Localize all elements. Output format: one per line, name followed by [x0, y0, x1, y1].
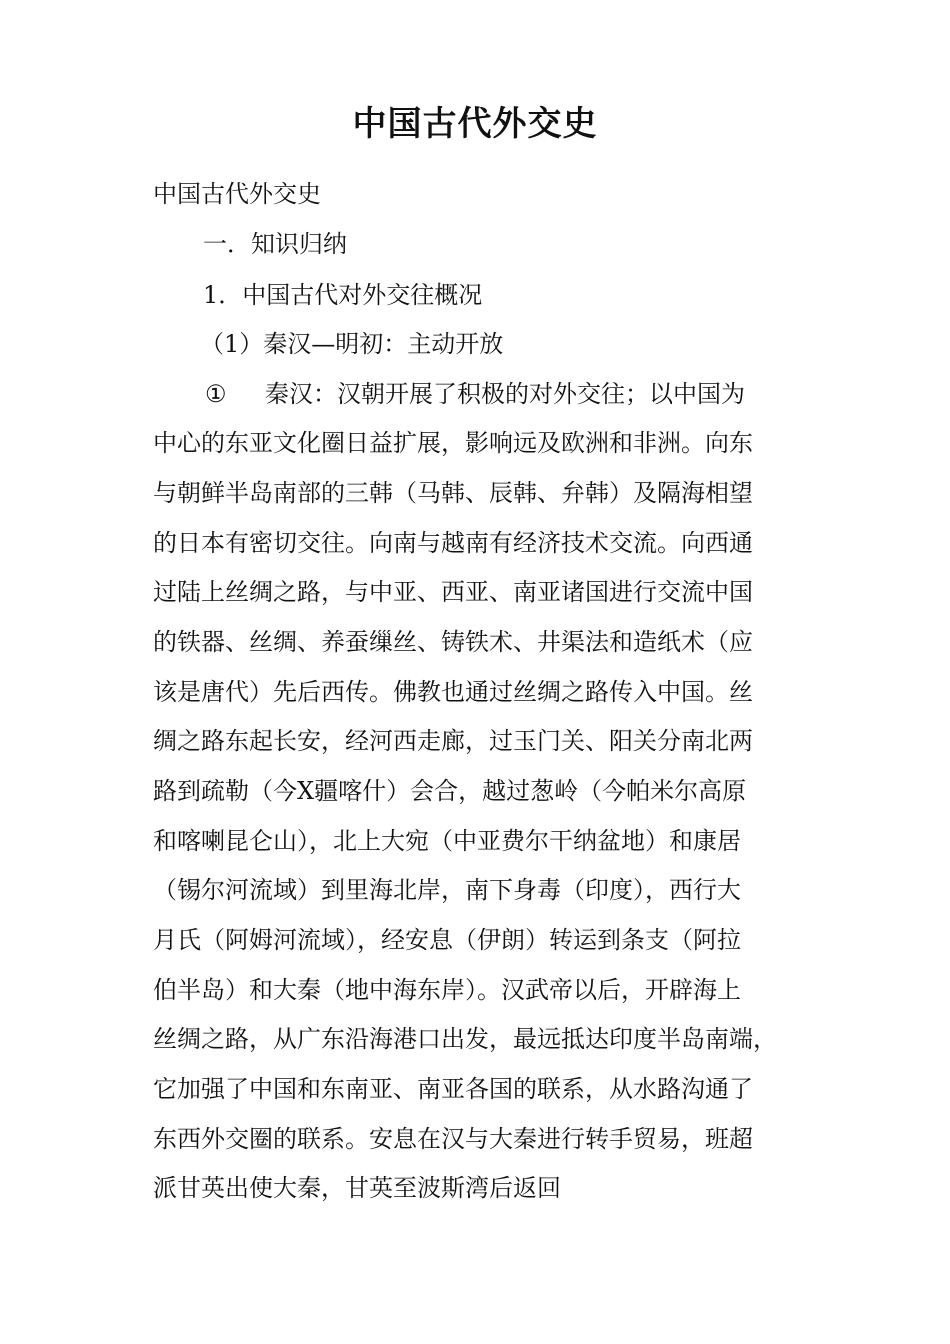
document-subtitle: 中国古代外交史	[153, 180, 321, 208]
body-line: 该是唐代）先后西传。佛教也通过丝绸之路传入中国。丝	[153, 678, 753, 706]
body-line: 东西外交圈的联系。安息在汉与大秦进行转手贸易，班超	[153, 1125, 753, 1153]
item-marker: ①	[205, 380, 227, 408]
body-line: 过陆上丝绸之路，与中亚、西亚、南亚诸国进行交流中国	[153, 578, 753, 606]
body-line: （锡尔河流域）到里海北岸，南下身毒（印度），西行大	[153, 876, 741, 904]
body-line: 的日本有密切交往。向南与越南有经济技术交流。向西通	[153, 529, 753, 557]
body-line: 和喀喇昆仑山），北上大宛（中亚费尔干纳盆地）和康居	[153, 827, 741, 855]
body-line: 的铁器、丝绸、养蚕缫丝、铸铁术、井渠法和造纸术（应	[153, 628, 753, 656]
body-line: 与朝鲜半岛南部的三韩（马韩、辰韩、弁韩）及隔海相望	[153, 479, 753, 507]
body-line: 派甘英出使大秦，甘英至波斯湾后返回	[153, 1174, 561, 1202]
body-line: 丝绸之路，从广东沿海港口出发，最远抵达印度半岛南端，	[153, 1025, 777, 1053]
body-line: 它加强了中国和东南亚、南亚各国的联系，从水路沟通了	[153, 1075, 753, 1103]
body-line: 秦汉：汉朝开展了积极的对外交往；以中国为	[265, 380, 745, 408]
body-line: 中心的东亚文化圈日益扩展，影响远及欧洲和非洲。向东	[153, 429, 753, 457]
subsection-heading: 1．中国古代对外交往概况	[203, 281, 483, 309]
document-title: 中国古代外交史	[352, 104, 598, 144]
body-line: 伯半岛）和大秦（地中海东岸）。汉武帝以后，开辟海上	[153, 976, 741, 1004]
section-heading: 一．知识归纳	[203, 230, 347, 258]
body-line: 路到疏勒（今X疆喀什）会合，越过葱岭（今帕米尔高原	[153, 777, 747, 805]
paragraph-first-line	[205, 378, 745, 410]
body-line: 月氏（阿姆河流域），经安息（伊朗）转运到条支（阿拉	[153, 926, 741, 954]
body-line: 绸之路东起长安，经河西走廊，过玉门关、阳关分南北两	[153, 727, 753, 755]
period-heading: （1）秦汉—明初：主动开放	[200, 330, 504, 358]
